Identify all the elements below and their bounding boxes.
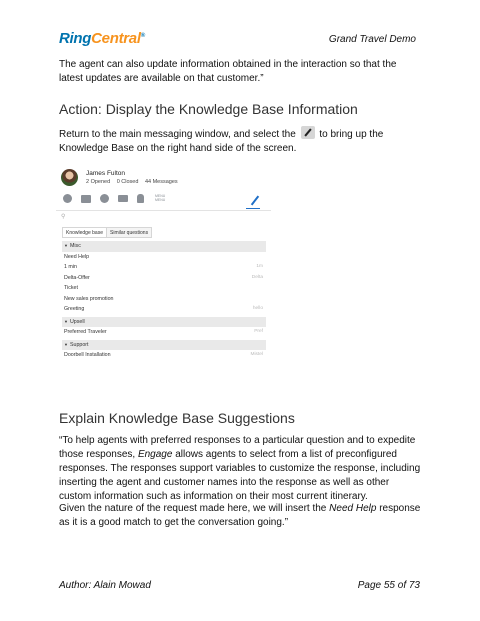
id-card-icon[interactable] (81, 195, 91, 203)
p2-text-after: response as it is a good match to get the conversation going.” (59, 503, 421, 528)
messages-count: 44 Messages (144, 179, 178, 185)
group-label: Support (69, 341, 89, 348)
section1-text-before: Return to the main messaging window, and select the (59, 129, 296, 140)
kb-item[interactable] (62, 283, 266, 294)
kb-item-label: Ticket (64, 285, 78, 291)
kb-item-label: Delta-Offer (64, 274, 90, 281)
kb-item[interactable] (62, 304, 266, 315)
caret-down-icon: ▼ (64, 243, 68, 248)
intro-paragraph: The agent can also update information obtained in the interaction so that the latest updates are available on that customer.” (59, 59, 397, 84)
section2-paragraph-1 (59, 434, 421, 504)
menu-text-icon[interactable]: MENU MENU (155, 194, 166, 202)
kb-item[interactable] (62, 350, 266, 361)
logo-registered-mark: ® (140, 33, 145, 39)
pencil-icon (301, 126, 315, 139)
footer-author: Author: Alain Mowad (59, 580, 151, 591)
divider (56, 210, 271, 211)
section2-paragraph-2 (59, 502, 421, 530)
p1-text-after: allows agents to select from a list of preconfigured responses. The responses support variables to customize the response, including inserting the agent and customer names into the response as well as other custom information such as information on their most current itinerary. (59, 449, 421, 502)
check-icon[interactable] (100, 194, 109, 203)
kb-item[interactable] (62, 262, 266, 273)
knowledge-base-list (62, 241, 266, 361)
engage-knowledge-base-screenshot (56, 162, 271, 384)
kb-item-label: Greeting (64, 306, 85, 312)
kb-item-label: Preferred Traveler (64, 329, 107, 335)
logo-central-text: Central (91, 30, 141, 47)
opened-count: 2 Opened (86, 179, 111, 185)
agent-stats (86, 179, 183, 185)
section1-text-after: to bring up the Knowledge Base on the right hand side of the screen. (59, 129, 384, 154)
kb-item[interactable] (62, 252, 266, 263)
p1-text-before: “To help agents with preferred responses to a particular question and to expedite those responses, (59, 435, 416, 460)
logo-ring-text: Ring (59, 30, 92, 47)
tab-similar-questions[interactable]: Similar questions (106, 227, 152, 238)
pencil-icon[interactable] (251, 196, 259, 206)
kb-item-shortcut: hello (252, 306, 263, 311)
section1-paragraph (59, 126, 421, 156)
kb-group-upsell[interactable] (62, 317, 266, 328)
kb-item-label: Need Help (64, 253, 90, 260)
info-icon[interactable] (63, 194, 72, 203)
kb-item[interactable] (62, 327, 266, 338)
search-icon[interactable]: ⚲ (61, 214, 66, 220)
p2-text-before: Given the nature of the request made here, we will insert the (59, 503, 330, 514)
agent-name: James Fulton (86, 170, 126, 177)
kb-item-label: Doorbell Installation (64, 352, 111, 358)
avatar (61, 169, 78, 186)
kb-item[interactable] (62, 294, 266, 305)
section-heading-explain-kb: Explain Knowledge Base Suggestions (59, 410, 295, 426)
tab-knowledge-base[interactable]: Knowledge base (62, 227, 107, 238)
group-label: Misc (69, 243, 81, 249)
closed-count: 0 Closed (116, 179, 139, 185)
kb-group-misc[interactable] (62, 241, 266, 252)
kb-item-shortcut: Mistel (250, 352, 263, 357)
footer-page-number: Page 55 of 73 (357, 580, 420, 591)
kb-item[interactable] (62, 273, 266, 284)
p1-emphasis: Engage (137, 449, 173, 460)
kb-item-shortcut: Pref (254, 329, 263, 334)
section-heading-display-kb: Action: Display the Knowledge Base Information (59, 101, 358, 117)
kb-item-shortcut: Delta (251, 274, 263, 280)
caret-down-icon: ▼ (64, 318, 68, 324)
toolbar (63, 194, 268, 206)
person-lock-icon[interactable] (137, 194, 144, 203)
kb-item-shortcut: 1m (256, 264, 263, 269)
kb-group-support[interactable] (62, 340, 266, 351)
caret-down-icon: ▼ (64, 341, 68, 347)
mail-icon[interactable] (118, 195, 128, 202)
group-label: Upsell (69, 318, 85, 325)
p2-emphasis: Need Help (329, 503, 377, 514)
kb-item-label: 1 min (64, 264, 77, 270)
ringcentral-logo (59, 30, 145, 47)
document-title: Grand Travel Demo (328, 34, 416, 45)
active-tab-indicator (246, 208, 260, 209)
kb-item-label: New sales promotion (64, 295, 114, 302)
